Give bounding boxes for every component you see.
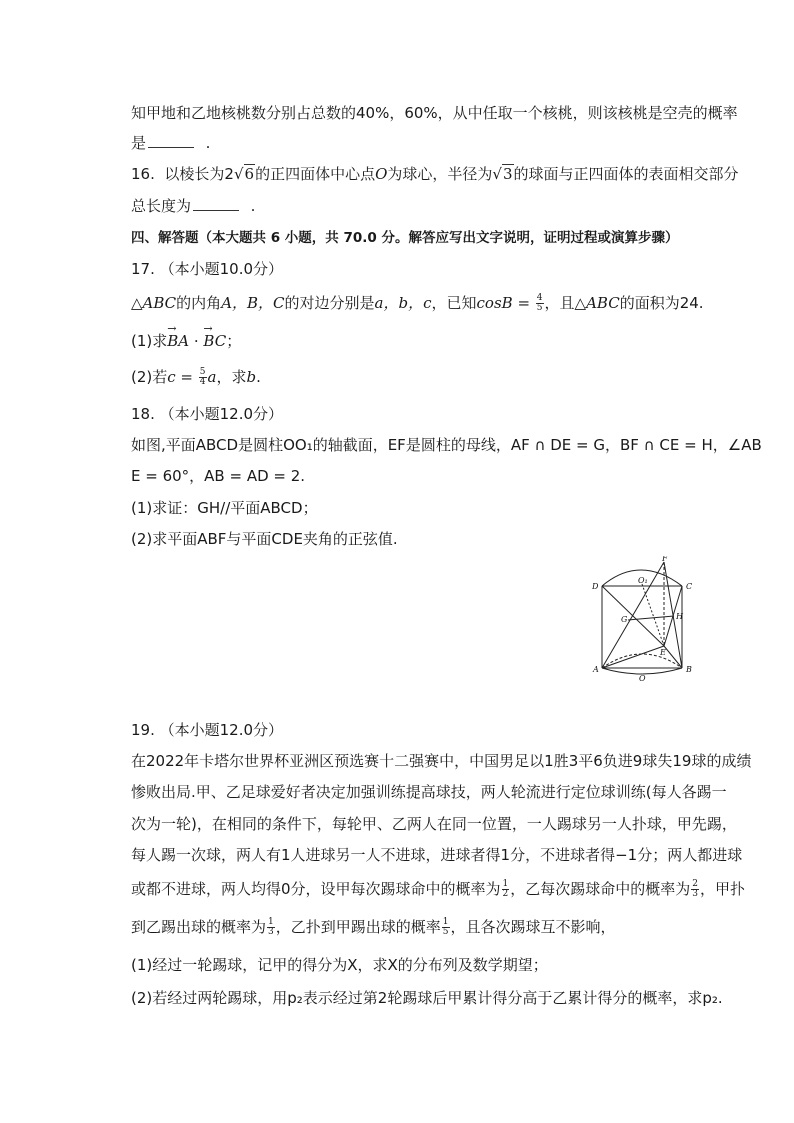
q17-a: a	[207, 368, 217, 386]
q19-f2n: 2	[692, 879, 699, 889]
q19-l6b: ，乙扑到甲踢出球的概率	[275, 918, 441, 936]
q17-p2-num: 5	[199, 367, 206, 377]
q17-text-c: 的对边分别是	[284, 294, 375, 312]
q19-frac-1	[502, 880, 510, 899]
fig-label-e: E	[660, 648, 666, 657]
q16-end: .	[250, 197, 256, 215]
q19-l5c: ，甲扑	[700, 880, 746, 898]
q19-header: 19. （本小题12.0分）	[131, 721, 284, 739]
q17-p2-fraction	[199, 368, 207, 387]
q17-sides: a，b，c	[374, 294, 432, 312]
q17-eq: =	[512, 294, 535, 312]
q16-number: 16.	[131, 165, 155, 183]
q18-stem-line1: 如图,平面ABCD是圆柱OO₁的轴截面，EF是圆柱的母线，AF ∩ DE = G，BF ∩ CE = H，∠AB	[131, 436, 762, 454]
fig-label-o: O	[639, 674, 646, 683]
q17-p2-label: (2)若	[131, 368, 168, 386]
q19-l6c: ，且各次踢球互不影响，	[450, 918, 616, 936]
q19-frac-3	[267, 918, 275, 937]
q19-f1n: 1	[502, 879, 509, 889]
fig-label-o1: O₁	[638, 576, 648, 585]
cylinder-figure	[590, 556, 700, 686]
q19-l5b: ，乙每次踢球命中的概率为	[510, 880, 691, 898]
q17-p2-mid: ，求	[216, 368, 247, 386]
q19-l6a: 到乙踢出球的概率为	[131, 918, 267, 936]
q17-p2-end: .	[256, 368, 261, 386]
section-4-heading: 四、解答题（本大题共 6 小题，共 70.0 分。解答应写出文字说明，证明过程或演算步骤）	[131, 230, 679, 246]
q17-stem	[131, 293, 704, 313]
q18-header: 18. （本小题12.0分）	[131, 405, 284, 423]
q19-l5a: 或都不进球，两人均得0分，设甲每次踢球命中的概率为	[131, 880, 501, 898]
fig-label-a: A	[593, 665, 599, 674]
q18-part1: (1)求证：GH//平面ABCD；	[131, 499, 318, 517]
fig-label-h: H	[676, 612, 683, 621]
q17-p1-label: (1)求	[131, 332, 168, 350]
q16-point-o: O	[375, 165, 388, 183]
q17-text-e: ，且△	[544, 294, 587, 312]
q15-line2-post: .	[205, 134, 211, 152]
q17-text-d: ，已知	[431, 294, 477, 312]
q17-text-b: 的内角	[176, 294, 222, 312]
q15-answer-blank	[148, 133, 194, 148]
q16-text-1: 以棱长为2	[164, 165, 234, 183]
q19-f4d: 5	[442, 927, 449, 937]
q17-p2-eq: =	[175, 368, 198, 386]
q19-line2: 惨败出局.甲、乙足球爱好者决定加强训练提高球技，两人轮流进行定位球训练(每人各踢一	[131, 783, 727, 801]
q19-part2: (2)若经过两轮踢球，用p₂表示经过第2轮踢球后甲累计得分高于乙累计得分的概率，求p₂.	[131, 989, 723, 1007]
q19-line5	[131, 879, 745, 899]
q17-dot: ·	[189, 332, 204, 350]
q17-cos: cosB	[476, 294, 513, 312]
q17-part1	[131, 331, 241, 351]
q16-text-4: 的球面与正四面体的表面相交部分	[513, 165, 739, 183]
q17-b: b	[246, 368, 257, 386]
q17-p1-end: ；	[226, 332, 242, 350]
q19-frac-4	[442, 918, 450, 937]
q19-frac-2	[691, 880, 699, 899]
q19-f1d: 2	[502, 889, 509, 899]
q16-radical-2: √3	[492, 165, 513, 183]
q17-cos-fraction	[536, 294, 544, 313]
q17-cos-num: 4	[536, 293, 543, 303]
q19-f2d: 3	[692, 889, 699, 899]
q17-part2	[131, 367, 261, 387]
q17-cos-den: 5	[536, 303, 543, 313]
q17-vector-bc: → BC	[203, 331, 226, 351]
q19-part1: (1)经过一轮踢球，记甲的得分为X，求X的分布列及数学期望；	[131, 956, 548, 974]
fig-label-d: D	[592, 582, 599, 591]
q19-f4n: 1	[442, 917, 449, 927]
q16-line1	[131, 164, 739, 184]
q19-f3n: 1	[268, 917, 274, 927]
fig-label-b: B	[686, 665, 692, 674]
q17-abc-2: ABC	[586, 294, 620, 312]
fig-label-f: F	[662, 556, 668, 563]
q15-line2-pre: 是	[131, 134, 147, 152]
q16-text-3: 为球心，半径为	[387, 165, 493, 183]
q15-line2	[131, 133, 210, 153]
q17-triangle-symbol: △	[131, 294, 143, 312]
q15-line1: 知甲地和乙地核桃数分别占总数的40%，60%，从中任取一个核桃，则该核桃是空壳的概率	[131, 104, 738, 122]
q17-vector-ba: → BA	[167, 331, 189, 351]
q16-line2-text: 总长度为	[131, 197, 192, 215]
q19-line3: 次为一轮)，在相同的条件下，每轮甲、乙两人在同一位置，一人踢球另一人扑球，甲先踢，	[131, 815, 737, 833]
q19-line6	[131, 917, 616, 937]
q16-line2	[131, 196, 255, 216]
q17-text-f: 的面积为24.	[619, 294, 704, 312]
q16-answer-blank	[193, 196, 239, 211]
q19-line1: 在2022年卡塔尔世界杯亚洲区预选赛十二强赛中，中国男足以1胜3平6负进9球失19球的成绩	[131, 752, 752, 770]
q18-part2: (2)求平面ABF与平面CDE夹角的正弦值.	[131, 530, 398, 548]
fig-label-c: C	[686, 582, 693, 591]
fig-label-g: G	[621, 615, 628, 624]
q19-line4: 每人踢一次球，两人有1人进球另一人不进球，进球者得1分，不进球者得−1分；两人都进球	[131, 846, 743, 864]
q17-c: c	[167, 368, 176, 386]
q16-text-2: 的正四面体中心点	[255, 165, 376, 183]
q17-header: 17. （本小题10.0分）	[131, 260, 284, 278]
q17-abc: ABC	[142, 294, 177, 312]
q17-p2-den: 4	[199, 377, 206, 387]
q18-stem-line2: E = 60°，AB = AD = 2.	[131, 467, 306, 485]
q19-f3d: 3	[268, 927, 274, 937]
q17-angles: A，B，C	[221, 294, 285, 312]
q16-radical-1: √6	[233, 165, 255, 183]
